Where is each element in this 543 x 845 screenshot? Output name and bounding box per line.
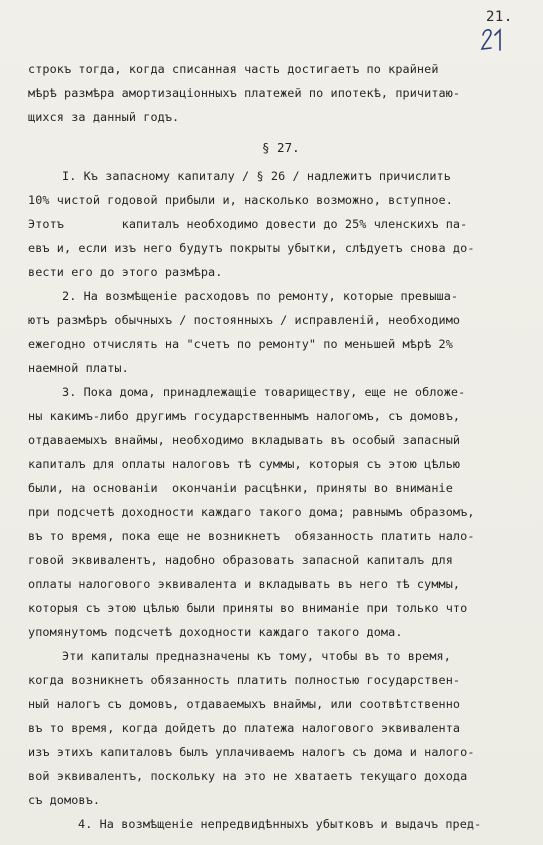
text-line: вести его до этого размѣра. [28,265,223,279]
text-line: наемной платы. [28,361,129,375]
text-line: говой эквивалентъ, надобно образовать запасной капиталъ для [28,553,453,567]
section-heading: § 27. [262,140,300,155]
text-line: 10% чистой годовой прибыли и, насколько возможно, вступное. [28,193,453,207]
text-line: мѣрѣ размѣра амортизаціонныхъ платежей по ипотекѣ, причитаю- [28,86,461,100]
text-line: упомянутомъ подсчетѣ доходности каждаго такого дома. [28,625,403,639]
text-line: 3. Пока дома, принадлежащіе товариществу, еще не обложе- [62,385,466,399]
text-line: Эти капиталы предназначены къ тому, чтобы въ то время, [62,649,451,663]
text-line: отдаваемыхъ внаймы, необходимо вкладывать въ особый запасный [28,433,461,447]
text-line: оплаты налогового эквивалента и вкладывать въ него тѣ суммы, [28,577,461,591]
text-line: ежегодно отчислять на "счетъ по ремонту" по меньшей мѣрѣ 2% [28,337,453,351]
text-line: 4. На возмѣщеніе непредвидѣнныхъ убытковъ и выдачъ пред- [78,817,482,831]
text-line: которыя съ этою цѣлью были приняты во вниманіе при только что [28,601,468,615]
text-line: при подсчетѣ доходности каждаго такого дома; равнымъ образомъ, [28,505,475,519]
text-line: вой эквивалентъ, поскольку на это не хватаетъ текущаго дохода [28,769,468,783]
text-line: Этотъ капиталъ необходимо довести до 25% членскихъ па- [28,217,468,231]
text-line: съ домовъ. [28,793,101,807]
text-line: капиталъ для оплаты налоговъ тѣ суммы, которыя съ этою цѣлью [28,457,461,471]
page-number: 21. [486,9,513,25]
text-line: ный налогъ съ домовъ, отдаваемыхъ внаймы, или соотвѣтственно [28,697,461,711]
text-line: въ то время, пока еще не возникнетъ обязанность платить нало- [28,529,475,543]
text-line: щихся за данный годъ. [28,110,180,124]
text-line: евъ и, если изъ него будутъ покрыты убытки, слѣдуетъ снова до- [28,241,475,255]
text-line: I. Къ запасному капиталу / § 26 / надлежитъ причислить [62,169,451,183]
text-line: строкъ тогда, когда списанная часть достигаетъ по крайней [28,62,439,76]
text-line: въ то время, когда дойдетъ до платежа налогового эквивалента [28,721,461,735]
text-line: были, на основаніи окончаніи расцѣнки, приняты во вниманіе [28,481,453,495]
text-line: когда возникнетъ обязанность платить полностью государствен- [28,673,461,687]
text-line: ютъ размѣръ обычныхъ / постоянныхъ / исправленій, необходимо [28,313,461,327]
text-line: ны какимъ-либо другимъ государственнымъ налогомъ, съ домовъ, [28,409,461,423]
text-line: изъ этихъ капиталовъ былъ уплачиваемъ налогъ съ дома и налого- [28,745,475,759]
handwritten-page-number [480,26,504,52]
text-line: 2. На возмѣщеніе расходовъ по ремонту, которые превыша- [62,289,459,303]
